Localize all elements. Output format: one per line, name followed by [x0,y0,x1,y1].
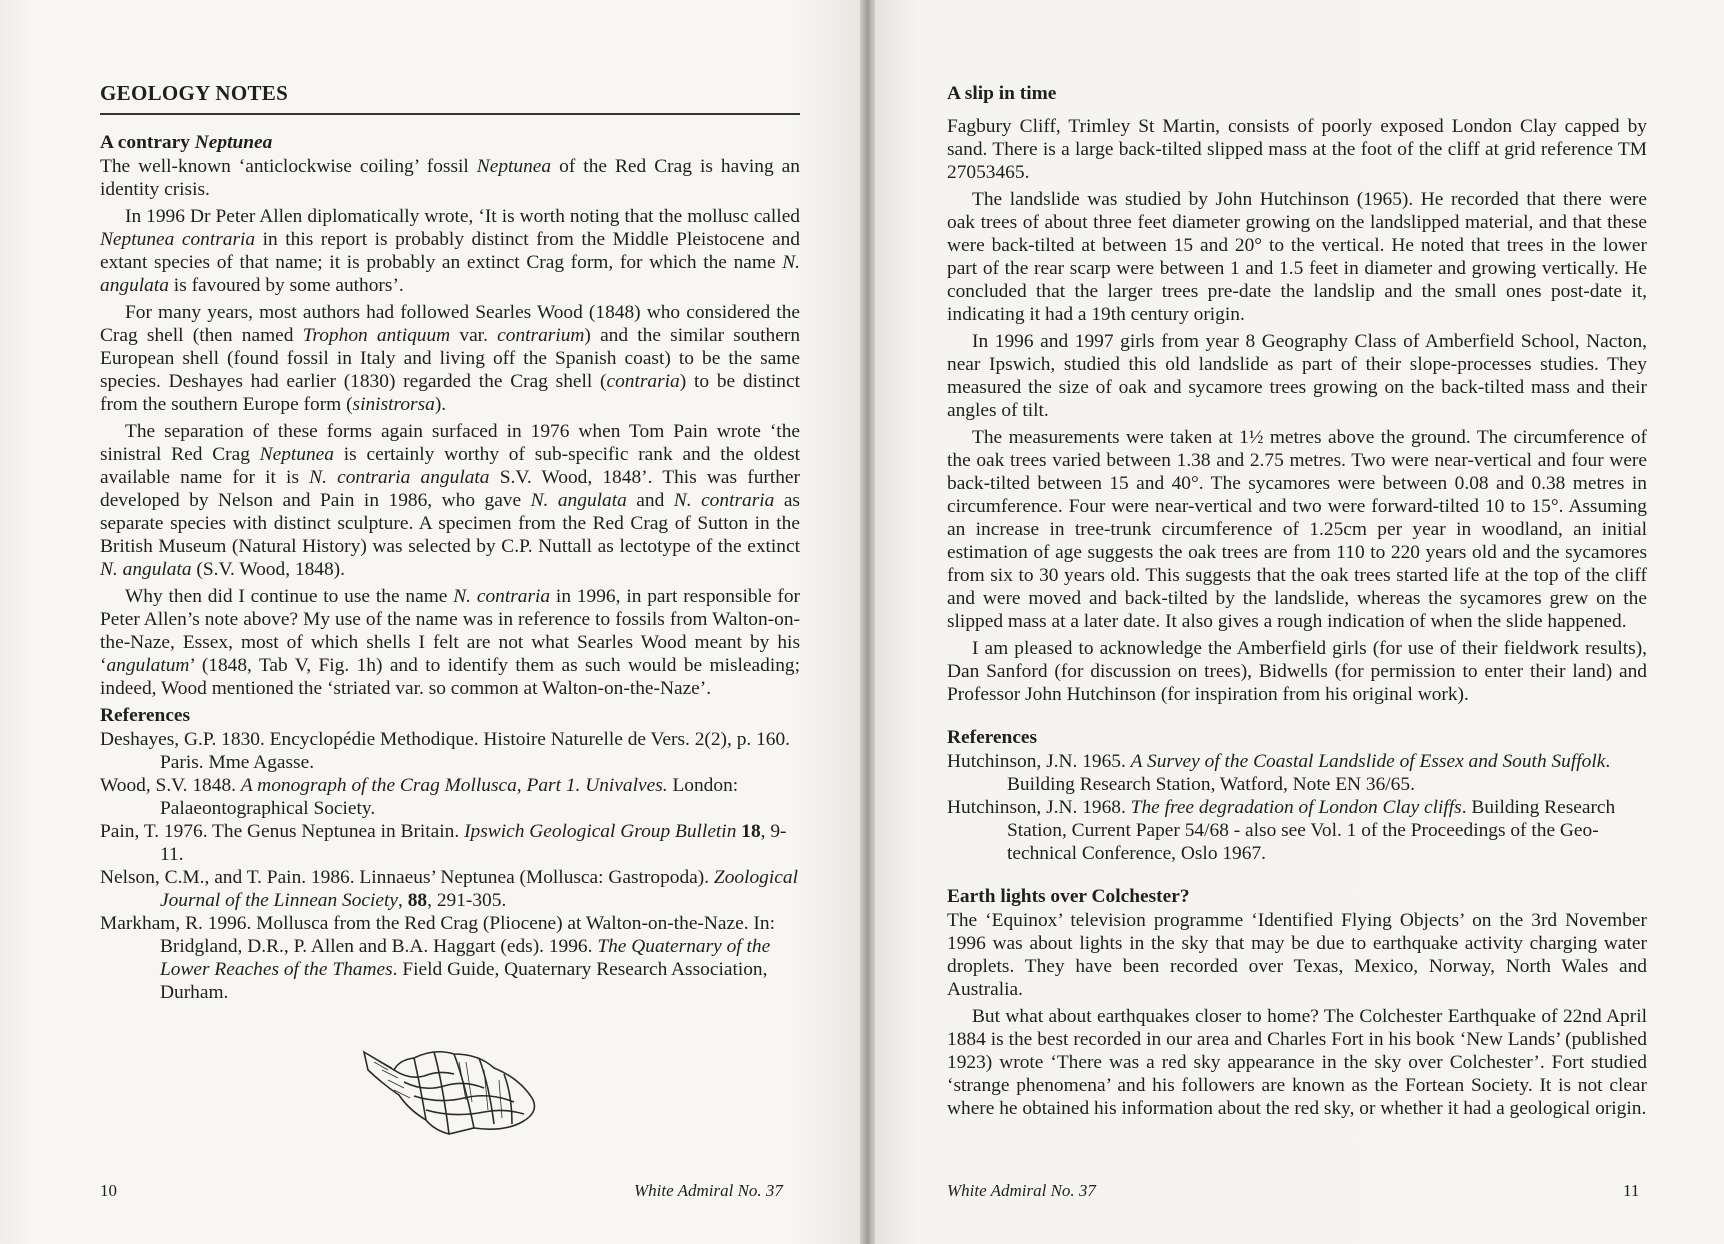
references-heading: References [947,727,1038,748]
article-title: Earth lights over Colchester? [947,886,1190,907]
section-title: GEOLOGY NOTES [100,82,800,115]
reference-item: Pain, T. 1976. The Genus Neptunea in Britain. Ipswich Geological Group Bulletin 18, 9-11. [100,821,787,865]
page-number: 11 [1623,1181,1640,1200]
paragraph: In 1996 Dr Peter Allen diplomatically wrote, ‘It is worth noting that the mollusc called Neptunea contraria in this report is probably distinct from the Middle Pleistocene and extant species of that name; it is probably an extinct Crag form, for which the name N. angulata is favoured by some authors’. [100,206,800,296]
footer-title: White Admiral No. 37 [947,1181,1096,1200]
paragraph: For many years, most authors had followed Searles Wood (1848) who considered the Crag shell (then named Trophon antiquum var. contrarium) and the similar southern European shell (found fossil in Italy and living off the Spanish coast) to be the same species. Deshayes had earlier (1830) regarded the Crag shell (contraria) to be distinct from the southern Europe form (sinistrorsa). [100,302,801,415]
right-page [875,0,1724,1244]
reference-item: Hutchinson, J.N. 1965. A Survey of the Coastal Landslide of Essex and South Suffolk. Building Research Station, Watford, Note EN 36/65. [947,751,1611,795]
shell-illustration [354,1040,554,1140]
page-number: 10 [100,1181,117,1200]
reference-item: Markham, R. 1996. Mollusca from the Red Crag (Pliocene) at Walton-on-the-Naze. In: Bridgland, D.R., P. Allen and B.A. Haggart (eds). 1996. The Quaternary of the Lower Reaches of the Thames. Field Guide, Quaternary Research Association, Durham. [100,913,775,1003]
reference-item: Hutchinson, J.N. 1968. The free degradation of London Clay cliffs. Building Research Station, Current Paper 54/68 - also see Vol. 1 of the Proceedings of the Geo-technical Conference, Oslo 1967. [947,797,1616,864]
right-column [947,82,1647,1120]
paragraph: I am pleased to acknowledge the Amberfield girls (for use of their fieldwork results), Dan Sanford (for discussion on trees), Bidwells (for permission to enter their land) and Professor John Hutchinson (for inspiration from his original work). [947,638,1647,705]
paragraph: The landslide was studied by John Hutchinson (1965). He recorded that there were oak trees of about three feet diameter growing on the landslipped material, and that these were back-tilted at between 15 and 20° to the vertical. He noted that trees in the lower part of the rear scarp were between 1 and 1.5 feet in diameter and growing vertically. He concluded that the larger trees pre-date the landslip and the small ones post-date it, indicating it had a 19th century origin. [947,189,1647,325]
reference-item: Wood, S.V. 1848. A monograph of the Crag Mollusca, Part 1. Univalves. London: Palaeontographical Society. [100,775,739,819]
left-column [100,82,800,1004]
paragraph: The separation of these forms again surfaced in 1976 when Tom Pain wrote ‘the sinistral Red Crag Neptunea is certainly worthy of sub-specific rank and the oldest available name for it is N. contraria angulata S.V. Wood, 1848’. This was further developed by Nelson and Pain in 1986, who gave N. angulata and N. contraria as separate species with distinct sculpture. A specimen from the Red Crag of Sutton in the British Museum (Natural History) was selected by C.P. Nuttall as lectotype of the extinct N. angulata (S.V. Wood, 1848). [100,421,801,580]
paragraph: The well-known ‘anticlockwise coiling’ fossil Neptunea of the Red Crag is having an identity crisis. [100,156,800,200]
paragraph: Why then did I continue to use the name N. contraria in 1996, in part responsible for Peter Allen’s note above? My use of the name was in reference to fossils from Walton-on-the-Naze, Essex, most of which shells I felt are not what Searles Wood meant by his ‘angulatum’ (1848, Tab V, Fig. 1h) and to identify them as such would be misleading; indeed, Wood mentioned the ‘striated var. so common at Walton-on-the-Naze’. [100,586,800,699]
article-title: A contrary Neptunea [100,132,273,153]
reference-item: Nelson, C.M., and T. Pain. 1986. Linnaeus’ Neptunea (Mollusca: Gastropoda). Zoological Journal of the Linnean Society, 88, 291-305. [100,867,798,911]
paragraph: In 1996 and 1997 girls from year 8 Geography Class of Amberfield School, Nacton, near Ipswich, studied this old landslide as part of their slope-processes studies. They measured the size of oak and sycamore trees growing on the back-tilted mass and their angles of tilt. [947,331,1647,421]
references-heading: References [100,705,191,726]
paragraph: The ‘Equinox’ television programme ‘Identified Flying Objects’ on the 3rd November 1996 was about lights in the sky that may be due to earthquake activity charging water droplets. They have been recorded over Texas, Mexico, Norway, North Wales and Australia. [947,910,1647,1000]
paragraph: Fagbury Cliff, Trimley St Martin, consists of poorly exposed London Clay capped by sand. There is a large back-tilted slipped mass at the foot of the cliff at grid reference TM 27053465. [947,116,1647,183]
paragraph: But what about earthquakes closer to home? The Colchester Earthquake of 22nd April 1884 is the best recorded in our area and Charles Fort in his book ‘New Lands’ (published 1923) wrote ‘There was a red sky appearance in the sky over Colchester’. Fort studied ‘strange phenomena’ and his followers are known as the Fortean Society. It is not clear where he obtained his information about the red sky, or whether it had a geological origin. [947,1006,1647,1119]
paragraph: The measurements were taken at 1½ metres above the ground. The circumference of the oak trees varied between 1.38 and 2.75 metres. Two were near-vertical and four were back-tilted between 15 and 40°. The sycamores were between 0.08 and 0.38 metres in circumference. Four were near-vertical and two were forward-tilted 10 to 15°. Assuming an increase in tree-trunk circumference of 1.25cm per year in woodland, an initial estimation of age suggests the oak trees are from 110 to 220 years old and the sycamores from six to 30 years old. This suggests that the oak trees started life at the top of the cliff and were moved and back-tilted by the landslide, whereas the sycamores grew on the slipped mass at a later date. It also gives a rough indication of when the slide happened. [947,427,1647,632]
reference-item: Deshayes, G.P. 1830. Encyclopédie Methodique. Histoire Naturelle de Vers. 2(2), p. 160. Paris. Mme Agasse. [100,729,791,773]
article-title: A slip in time [947,83,1057,104]
footer-title: White Admiral No. 37 [634,1181,783,1200]
